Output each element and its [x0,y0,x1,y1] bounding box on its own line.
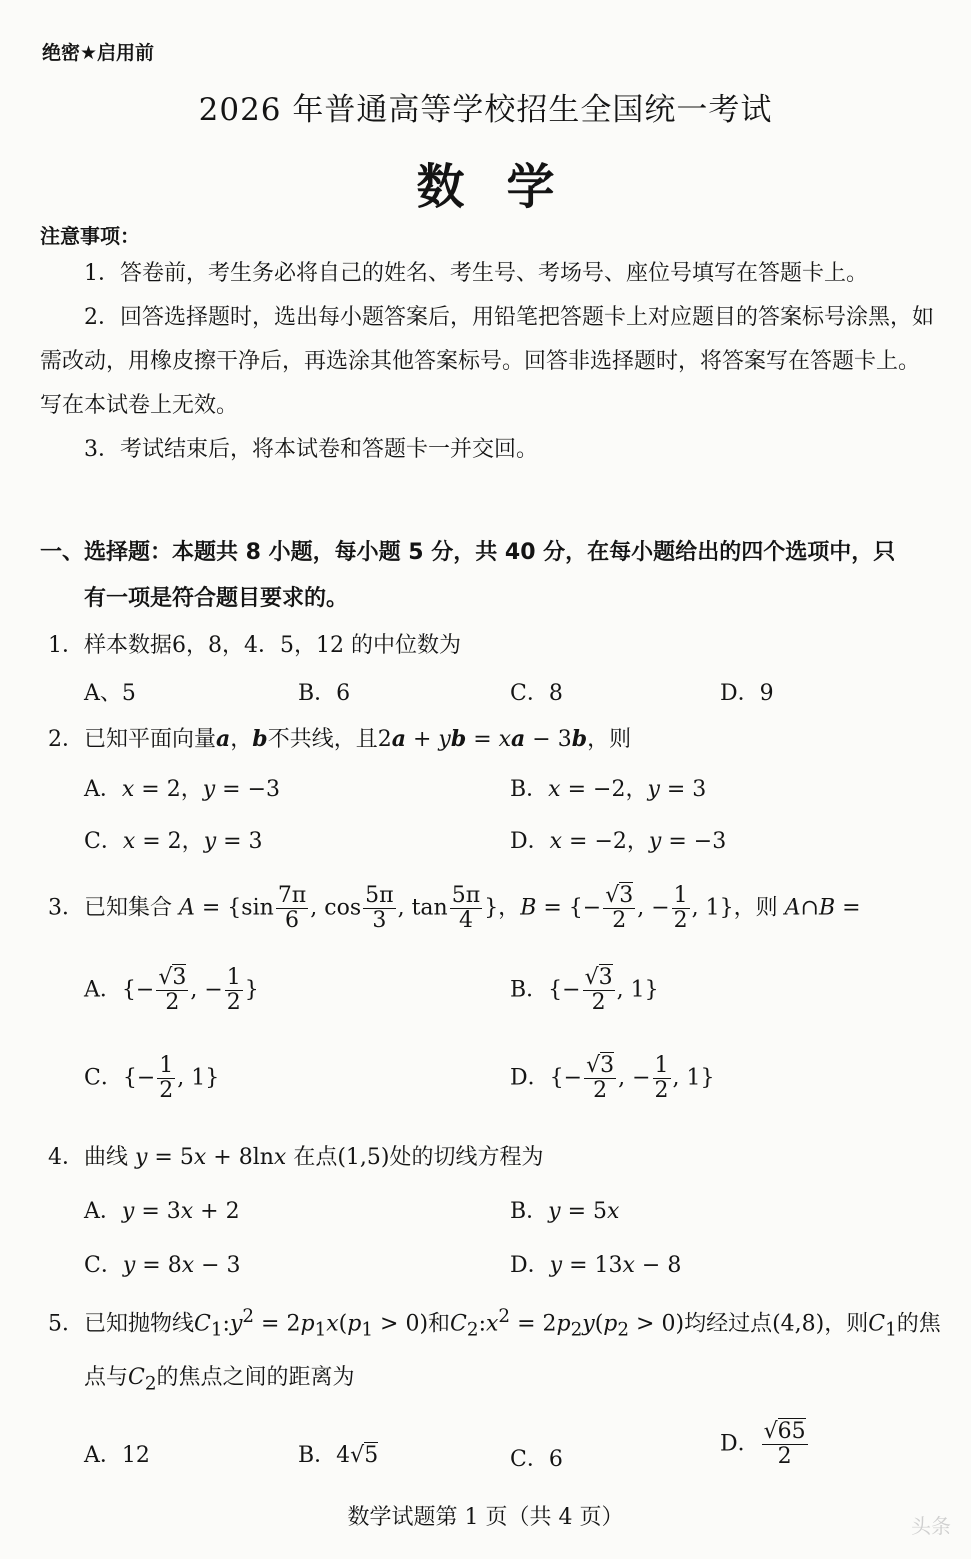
watermark: 头条 [911,1514,951,1538]
question-1-option-b: B．6 [298,681,351,706]
question-4-number: 4． [48,1145,84,1170]
section-header-line-2: 有一项是符合题目要求的。 [84,586,349,611]
question-1-option-c: C．8 [510,681,563,706]
question-2-option-c: C．x = 2，y = 3 [84,829,263,854]
question-2-option-a: A．x = 2，y = −3 [84,777,281,802]
question-2-number: 2． [48,727,84,752]
exam-title: 2026 年普通高等学校招生全国统一考试 [198,92,773,128]
question-5-option-d: D． $\frac{√65}{2}$ [720,1419,806,1470]
question-5-number: 5． [48,1311,84,1337]
confidential-label: 绝密★启用前 [42,42,155,64]
question-4-option-d: D．y = 13x − 8 [510,1253,682,1278]
notice-item-2: 2．回答选择题时，选出每小题答案后，用铅笔把答题卡上对应题目的答案标号涂黑，如需改动，用橡皮擦干净后，再选涂其他答案标号。回答非选择题时，将答案写在答题卡上。写在本试卷上无效。 [40,305,934,418]
subject-title: 数学 [416,159,597,215]
question-5-stem-line-2: 点与$C_2$的焦点之间的距离为 [84,1365,355,1395]
question-2-option-b: B．x = −2，y = 3 [510,777,707,802]
notice-list [40,252,935,472]
question-1-option-a: A、5 [84,681,136,706]
question-3-option-d: D．{− $\frac{√3}{2}$ , − $\frac{1}{2}$ , 1} [510,1053,715,1104]
section-header [40,530,940,622]
question-4-stem: 4．曲线 y = 5x + 8lnx 在点(1,5)处的切线方程为 [48,1145,544,1170]
question-5-option-b: B．4√5 [298,1443,379,1468]
notice-item-3: 3．考试结束后，将本试卷和答题卡一并交回。 [84,437,538,462]
question-3-option-c: C．{− $\frac{1}{2}$ , 1} [84,1053,220,1104]
question-4-option-b: B．y = 5x [510,1199,620,1224]
question-5-option-a: A．12 [84,1443,150,1468]
question-3-option-b: B．{− $\frac{√3}{2}$ , 1} [510,965,659,1016]
question-4-option-c: C．y = 8x − 3 [84,1253,241,1278]
section-header-line-1: 一、选择题：本题共 8 小题，每小题 5 分，共 40 分，在每小题给出的四个选项中，只 [40,540,896,565]
question-1-option-d: D．9 [720,681,774,706]
question-5-option-c: C．6 [510,1447,563,1472]
question-3-option-a: A．{− $\frac{√3}{2}$ , − $\frac{1}{2}$ } [84,965,259,1016]
question-1-stem: 1．样本数据6，8，4．5，12 的中位数为 [48,633,461,658]
notice-item-1: 1．答卷前，考生务必将自己的姓名、考生号、考场号、座位号填写在答题卡上。 [84,261,868,286]
page-footer: 数学试题第 1 页（共 4 页） [347,1505,624,1530]
question-2-stem: 2．已知平面向量a，b不共线，且2a + yb = xa − 3b，则 [48,726,632,752]
question-5-stem: 5．已知抛物线$C_1:y^2 = 2p_1x(p_1 > 0)$和$C_2:x^2 = 2p_2y(p_2 > 0)$均经过点(4,8)，则$C_1$的焦 [48,1306,941,1341]
question-4-option-a: A．y = 3x + 2 [84,1199,240,1224]
notice-title: 注意事项： [40,224,140,248]
question-3-number: 3． [48,895,84,921]
question-3-stem: 3．已知集合 A = {sin $\frac{7\pi}{6}$ , cos $\frac{5\pi}{3}$ , tan $\frac{5\pi}{4}$ }，B = {− $\frac{√3}{2}$ , − $\frac{1}{2}$ , 1}，则 A∩B = [48,883,861,934]
question-2-option-d: D．x = −2，y = −3 [510,829,727,854]
